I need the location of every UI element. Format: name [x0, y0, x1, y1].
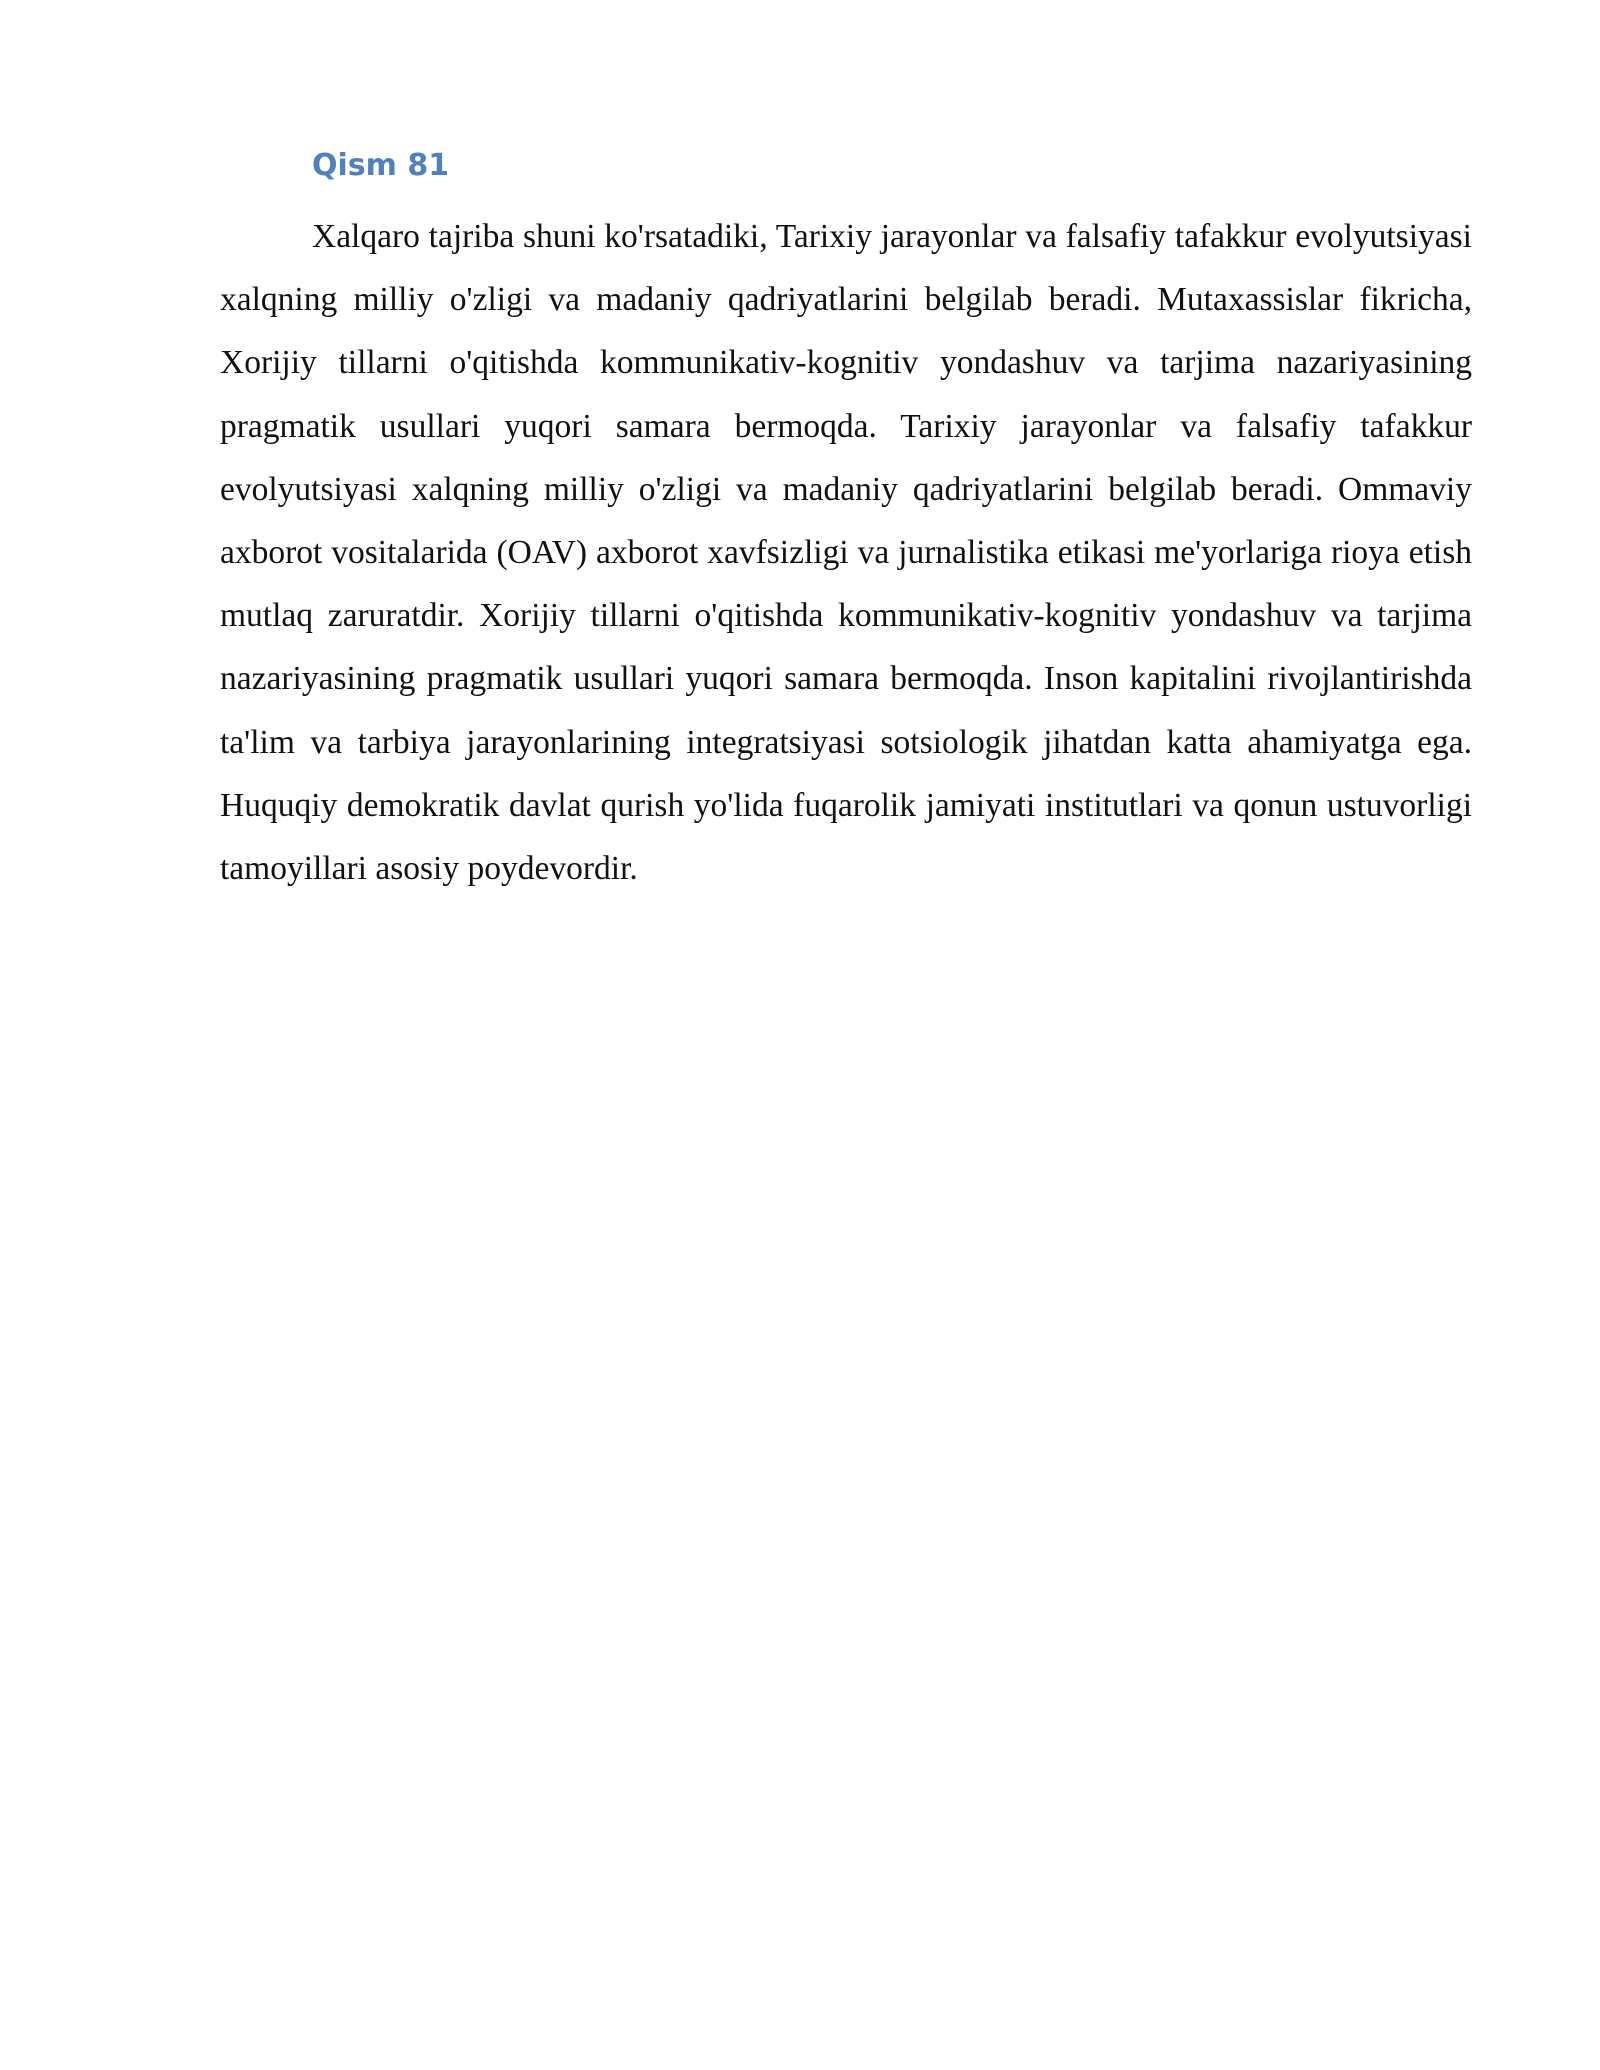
section-heading: Qism 81 [312, 148, 450, 183]
body-paragraph: Xalqaro tajriba shuni ko'rsatadiki, Tarixiy jarayonlar va falsafiy tafakkur evolyutsiyasi xalqning milliy o'zligi va madaniy qadriyatlarini belgilab beradi. Mutaxassislar fikricha, Xorijiy tillarni o'qitishda kommunikativ-kognitiv yondashuv va tarjima nazariyasining pragmatik usullari yuqori samara bermoqda. Tarixiy jarayonlar va falsafiy tafakkur evolyutsiyasi xalqning milliy o'zligi va madaniy qadriyatlarini belgilab beradi. Ommaviy axborot vositalarida (OAV) axborot xavfsizligi va jurnalistika etikasi me'yorlariga rioya etish mutlaq zaruratdir. Xorijiy tillarni o'qitishda kommunikativ-kognitiv yondashuv va tarjima nazariyasining pragmatik usullari yuqori samara bermoqda. Inson kapitalini rivojlantirishda ta'lim va tarbiya jarayonlarining integratsiyasi sotsiologik jihatdan katta ahamiyatga ega. Huquqiy demokratik davlat qurish yo'lida fuqarolik jamiyati institutlari va qonun ustuvorligi tamoyillari asosiy poydevordir. [220, 218, 1472, 888]
